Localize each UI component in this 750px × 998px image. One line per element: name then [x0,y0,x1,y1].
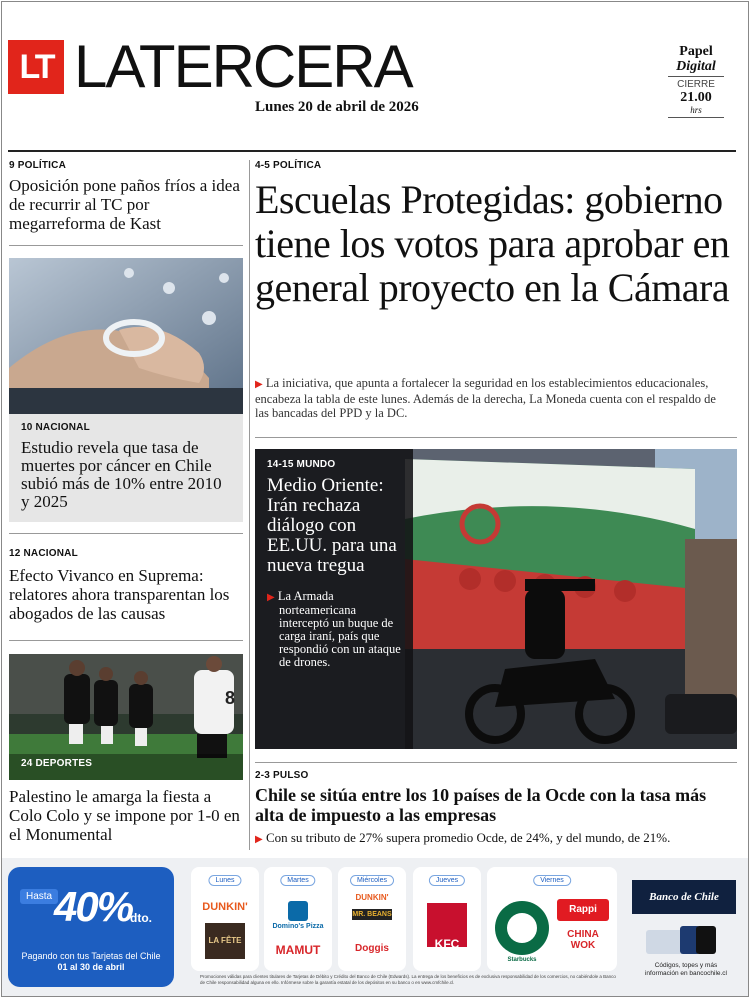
logo-wordmark[interactable]: LATERCERA [74,33,412,100]
story4-kicker: 24 DEPORTES [21,758,93,769]
dunkin-logo: DUNKIN' [355,893,389,902]
mideast-story[interactable] [255,449,737,749]
bullet-icon: ▶ [255,379,263,390]
edition-time: 21.00 [680,90,712,105]
main-headline[interactable]: Escuelas Protegidas: gobierno tiene los votos para aprobar en general proyecto en la Cámara [255,177,730,310]
bullet-icon: ▶ [255,834,263,845]
story1-headline[interactable]: Oposición pone paños fríos a idea de recurrir al TC por megarreforma de Kast [9,176,240,233]
story3-kicker: 12 NACIONAL [9,548,78,559]
ad-day-viernes[interactable] [487,867,617,971]
ad-day-label: Martes [280,875,315,886]
chinawok-logo: CHINA WOK [567,929,599,951]
mideast-deck-text: La Armada norteamericana interceptó un buque de carga iraní, país que respondió con un ataque de drones. [277,589,401,669]
story3-headline[interactable]: Efecto Vivanco en Suprema: relatores ahora transparentan los abogados de las causas [9,566,230,623]
edition-label-1: Papel [679,44,713,59]
divider [9,533,243,534]
la-fete-logo: LA FÊTE [205,923,245,959]
bullet-icon: ▶ [267,592,275,603]
story2-card[interactable] [9,414,243,522]
story4-headline[interactable]: Palestino le amarga la fiesta a Colo Colo y se impone por 1-0 en el Monumental [9,787,240,844]
story2-kicker: 10 NACIONAL [21,422,90,433]
edition-date: Lunes 20 de abril de 2026 [255,99,419,115]
story2-headline: Estudio revela que tasa de muertes por cáncer en Chile subió más de 10% entre 2010 y 2025 [21,438,222,511]
dominos-icon [288,901,308,921]
ad-day-lunes[interactable] [191,867,259,971]
football-photo[interactable] [9,654,243,780]
card-icon [696,926,716,954]
divider [9,640,243,641]
ad-day-label: Miércoles [350,875,394,886]
ad-day-miercoles[interactable] [338,867,406,971]
ad-day-martes[interactable] [264,867,332,971]
doggis-logo: Doggis [355,943,389,954]
edition-box [668,44,724,118]
mideast-kicker: 14-15 MUNDO [267,459,336,470]
bank-cards-image [646,924,724,958]
mideast-deck [267,590,401,669]
mideast-headline: Medio Oriente: Irán rechaza diálogo con EE.UU. para una nueva tregua [267,475,397,576]
mamut-logo: MAMUT [275,943,321,957]
divider [255,437,737,438]
main-deck-text: La iniciativa, que apunta a fortalecer la seguridad en los establecimientos educacionales, encabeza la tabla de este lunes. Además de la derecha, La Moneda cuenta con el respaldo de las bancadas del PPD y la DC. [255,376,716,420]
bottom-kicker: 2-3 PULSO [255,770,309,781]
ad-pay-text [8,951,174,973]
mideast-overlay [255,449,413,749]
hospital-photo[interactable] [9,258,243,414]
starbucks-logo: Starbucks [507,957,537,963]
main-kicker: 4-5 POLÍTICA [255,160,322,171]
edition-cierre: CIERRE [677,79,715,90]
ad-fine-print: Promociones válidas para clientes titulares de Tarjetas de Débito y Crédito del Banco de Chile (Edwards). La entrega de los beneficios es de exclusiva responsabilidad de los comercios, no cabiéndole a Banco de Chile responsabilidad alguna en ello. Infórmese sobre la garantía estatal de los depósitos en su banco o en www.cmfchile.cl. [200,974,616,985]
starbucks-icon [495,901,549,955]
jersey-number: 8 [224,688,236,708]
dunkin-logo: DUNKIN' [202,901,248,913]
bottom-deck-text: Con su tributo de 27% supera promedio Ocde, de 24%, y del mundo, de 21%. [265,830,671,845]
dominos-logo: Domino's Pizza [272,923,324,930]
bottom-deck [255,830,735,847]
main-deck [255,376,725,420]
column-divider [249,160,250,850]
banco-de-chile-logo[interactable]: Banco de Chile [632,880,736,914]
ad-day-label: Lunes [208,875,241,886]
divider [9,245,243,246]
ad-day-label: Jueves [429,875,465,886]
ad-percent: 40% [54,883,133,930]
ad-pay-line1: Pagando con tus Tarjetas del Chile [21,951,161,961]
starbucks-siren-icon [507,913,537,943]
rappi-logo: Rappi [557,899,609,921]
divider [255,762,737,763]
edition-time-unit: hrs [668,105,724,118]
edition-label-2: Digital [668,59,724,77]
kfc-logo: KFC [434,937,460,951]
story1-kicker: 9 POLÍTICA [9,160,67,171]
mrbeans-logo: MR. BEANS [352,911,392,918]
hospital-photo-art [9,258,243,414]
ad-pay-line2: 01 al 30 de abril [57,962,125,972]
ad-day-jueves[interactable] [413,867,481,971]
ad-hasta: Hasta [20,889,58,904]
bottom-headline[interactable]: Chile se sitúa entre los 10 países de la Ocde con la tasa más alta de impuesto a las empresas [255,785,707,825]
logo-mark[interactable]: LT [8,40,64,94]
bank-note: Códigos, topes y más información en bancochile.cl [644,962,728,977]
ad-day-label: Viernes [533,875,571,886]
ad-discount-card[interactable] [8,867,174,987]
ad-dto: dto. [130,911,152,925]
masthead-rule [8,150,736,152]
